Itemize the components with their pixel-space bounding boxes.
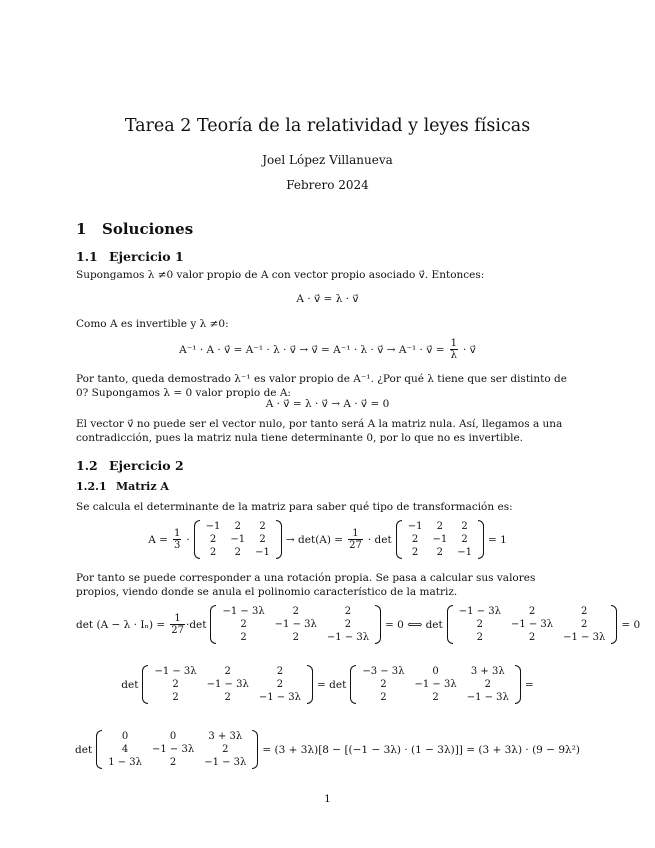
matrix-cell: 2 — [240, 619, 247, 630]
matrix-cell: 2 — [234, 547, 241, 558]
matrix-row — [149, 678, 306, 691]
eq-b-mid: = 0 ⟺ det — [385, 618, 443, 631]
matrix-cell: −1 — [205, 521, 221, 532]
matrix-cell: 2 — [484, 679, 491, 690]
matrix-cell: 2 — [224, 666, 231, 677]
eq-a-result: = 1 — [487, 533, 507, 546]
equation-1: A · v⃗ = λ · v⃗ — [296, 293, 359, 305]
paragraph-5: Se calcula el determinante de la matriz para saber qué tipo de transformación es: — [76, 501, 513, 513]
matrix-row — [217, 631, 374, 644]
subsubsection-title: Matriz A — [116, 480, 169, 493]
matrix-cell: −1 — [255, 547, 270, 558]
section-title: Soluciones — [102, 220, 194, 238]
matrix-cell: 2 — [240, 632, 247, 643]
equation-matrix-a — [0, 520, 655, 559]
matrix-cell: 3 + 3λ — [208, 731, 243, 742]
matrix-cell: −1 − 3λ — [563, 632, 606, 643]
eq-d-det: det — [75, 743, 93, 756]
matrix-c-1 — [142, 665, 313, 704]
matrix-row — [403, 520, 477, 533]
matrix-cell: 3 + 3λ — [470, 666, 505, 677]
matrix-row — [149, 665, 306, 678]
subsection-heading-ejercicio-2 — [76, 458, 184, 473]
matrix-cell: −1 — [407, 521, 423, 532]
subsubsection-number: 1.2.1 — [76, 480, 107, 493]
matrix-cell: −1 − 3λ — [204, 757, 247, 768]
matrix-row — [201, 533, 275, 546]
matrix-row — [454, 605, 611, 618]
matrix-cell: 1 − 3λ — [108, 757, 142, 768]
fraction-one-third: $\frac{1}{3}$ — [173, 528, 181, 551]
eq-a-arrow: → det(A) = — [285, 533, 344, 546]
matrix-cell: 2 — [259, 521, 266, 532]
matrix-row — [357, 678, 514, 691]
matrix-row — [217, 605, 374, 618]
matrix-cell: 4 — [121, 744, 129, 755]
page-number: 1 — [324, 793, 331, 805]
subsection-title: Ejercicio 1 — [109, 249, 184, 264]
matrix-row — [149, 691, 306, 704]
fraction-one-over-27: $\frac{1}{27}$ — [171, 613, 184, 636]
matrix-cell: −1 − 3λ — [222, 606, 265, 617]
matrix-row — [103, 743, 251, 756]
fraction-one-over-27: $\frac{1}{27}$ — [349, 528, 362, 551]
matrix-cell: 2 — [581, 606, 588, 617]
matrix-row — [403, 533, 477, 546]
matrix-cell: 0 — [169, 731, 177, 742]
matrix-cell: 2 — [528, 632, 536, 643]
matrix-cell: 2 — [276, 666, 284, 677]
equation-characteristic-3 — [0, 730, 655, 769]
matrix-cell: −1 − 3λ — [326, 632, 370, 643]
matrix-cell: −3 − 3λ — [362, 666, 405, 677]
section-number: 1 — [76, 220, 87, 238]
matrix-cell: 0 — [432, 666, 439, 677]
matrix-cell: 2 — [222, 744, 229, 755]
matrix-cell: 2 — [476, 619, 484, 630]
matrix-c-2 — [350, 665, 521, 704]
matrix-cell: 2 — [581, 619, 588, 630]
author-name: Joel López Villanueva — [262, 153, 393, 167]
subsection-title: Ejercicio 2 — [109, 458, 184, 473]
matrix-cell: 2 — [476, 632, 484, 643]
eq-c-end: = — [524, 678, 534, 691]
matrix-cell: 2 — [411, 547, 419, 558]
eq-a-lhs: A = — [148, 533, 168, 546]
matrix-cell: −1 − 3λ — [154, 666, 197, 677]
matrix-cell: −1 — [432, 534, 448, 545]
paragraph-1: Supongamos λ ≠0 valor propio de A con vector propio asociado v⃗. Entonces: — [76, 269, 485, 281]
matrix-b-1 — [210, 605, 381, 644]
matrix-d — [96, 730, 258, 769]
paragraph-2: Como A es invertible y λ ≠0: — [76, 318, 229, 330]
matrix-row — [201, 520, 275, 533]
matrix-row — [403, 546, 477, 559]
matrix-cell: 2 — [411, 534, 419, 545]
equation-2 — [0, 338, 655, 361]
matrix-cell: 2 — [528, 606, 536, 617]
paragraph-6: Por tanto se puede corresponder a una rotación propia. Se pasa a calcular sus valores propios, viendo donde se anula el polinomio característico de la matriz. — [76, 572, 536, 598]
section-heading-soluciones — [76, 220, 193, 238]
eq-a-det: · det — [367, 533, 392, 546]
matrix-cell: −1 − 3λ — [152, 744, 195, 755]
paragraph-3: Por tanto, queda demostrado λ⁻¹ es valor propio de A⁻¹. ¿Por qué λ tiene que ser distinto de 0? Supongamos λ = 0 valor propio de A: — [76, 373, 567, 399]
matrix-row — [103, 756, 251, 769]
matrix-cell: 2 — [380, 679, 387, 690]
subsection-number: 1.2 — [76, 458, 98, 473]
matrix-cell: −1 − 3λ — [510, 619, 554, 630]
matrix-cell: 2 — [380, 692, 387, 703]
matrix-cell: 2 — [292, 632, 299, 643]
matrix-cell: 2 — [172, 679, 179, 690]
matrix-cell: −1 − 3λ — [206, 679, 249, 690]
matrix-row — [454, 618, 611, 631]
matrix-cell: 2 — [234, 521, 241, 532]
matrix-cell: −1 — [457, 547, 472, 558]
matrix-cell: 2 — [432, 692, 439, 703]
eq-c-mid: = det — [317, 678, 347, 691]
matrix-cell: 2 — [461, 534, 468, 545]
matrix-cell: −1 − 3λ — [258, 692, 302, 703]
matrix-cell: −1 − 3λ — [414, 679, 457, 690]
matrix-cell: 2 — [224, 692, 231, 703]
matrix-cell: 2 — [436, 547, 443, 558]
matrix-cell: −1 − 3λ — [466, 692, 509, 703]
matrix-cell: 2 — [209, 534, 217, 545]
matrix-row — [217, 618, 374, 631]
matrix-cell: 2 — [344, 606, 352, 617]
matrix-cell: 2 — [436, 521, 443, 532]
eq-b-result: = 0 — [621, 618, 641, 631]
matrix-cell: 2 — [344, 619, 352, 630]
equation-3: A · v⃗ = λ · v⃗ → A · v⃗ = 0 — [265, 398, 390, 410]
dot-operator: · — [186, 533, 190, 546]
eq-d-result: = (3 + 3λ)[8 − [(−1 − 3λ) · (1 − 3λ)]] = (3 + 3λ) · (9 − 9λ²) — [262, 743, 580, 756]
equation-2-right: · v⃗ — [462, 343, 476, 356]
matrix-cell: 2 — [172, 692, 179, 703]
matrix-a-1 — [194, 520, 282, 559]
matrix-cell: 0 — [121, 731, 129, 742]
equation-2-left: A⁻¹ · A · v⃗ = A⁻¹ · λ · v⃗ → v⃗ = A⁻¹ · λ · v⃗ → A⁻¹ · v⃗ = — [179, 343, 445, 356]
equation-characteristic-1 — [76, 605, 640, 644]
matrix-cell: 2 — [169, 757, 177, 768]
subsubsection-heading-matriz-a — [76, 480, 169, 493]
fraction-one-over-lambda: $\frac{1}{\lambda}$ — [450, 338, 457, 361]
matrix-cell: 2 — [209, 547, 217, 558]
matrix-row — [357, 691, 514, 704]
matrix-row — [201, 546, 275, 559]
eq-c-det: det — [121, 678, 139, 691]
matrix-cell: −1 — [230, 534, 246, 545]
matrix-row — [454, 631, 611, 644]
eq-b-det: ·det — [185, 618, 207, 631]
matrix-cell: 2 — [276, 679, 284, 690]
subsection-heading-ejercicio-1 — [76, 249, 184, 264]
matrix-cell: 2 — [461, 521, 468, 532]
matrix-b-2 — [447, 605, 618, 644]
matrix-cell: −1 − 3λ — [274, 619, 317, 630]
eq-b-lhs: det (A − λ · Iₙ) = — [76, 618, 166, 631]
document-date: Febrero 2024 — [286, 178, 369, 192]
subsection-number: 1.1 — [76, 249, 98, 264]
matrix-cell: −1 − 3λ — [458, 606, 501, 617]
matrix-row — [357, 665, 514, 678]
matrix-cell: 2 — [292, 606, 299, 617]
matrix-row — [103, 730, 251, 743]
paragraph-4: El vector v⃗ no puede ser el vector nulo, por tanto será A la matriz nula. Así, llegamos a una contradicción, pues la matriz nula tiene determinante 0, por lo que no es invertible. — [76, 418, 563, 444]
document-title: Tarea 2 Teoría de la relatividad y leyes físicas — [124, 116, 531, 136]
matrix-cell: 2 — [259, 534, 266, 545]
equation-characteristic-2 — [0, 665, 655, 704]
matrix-a-2 — [396, 520, 484, 559]
